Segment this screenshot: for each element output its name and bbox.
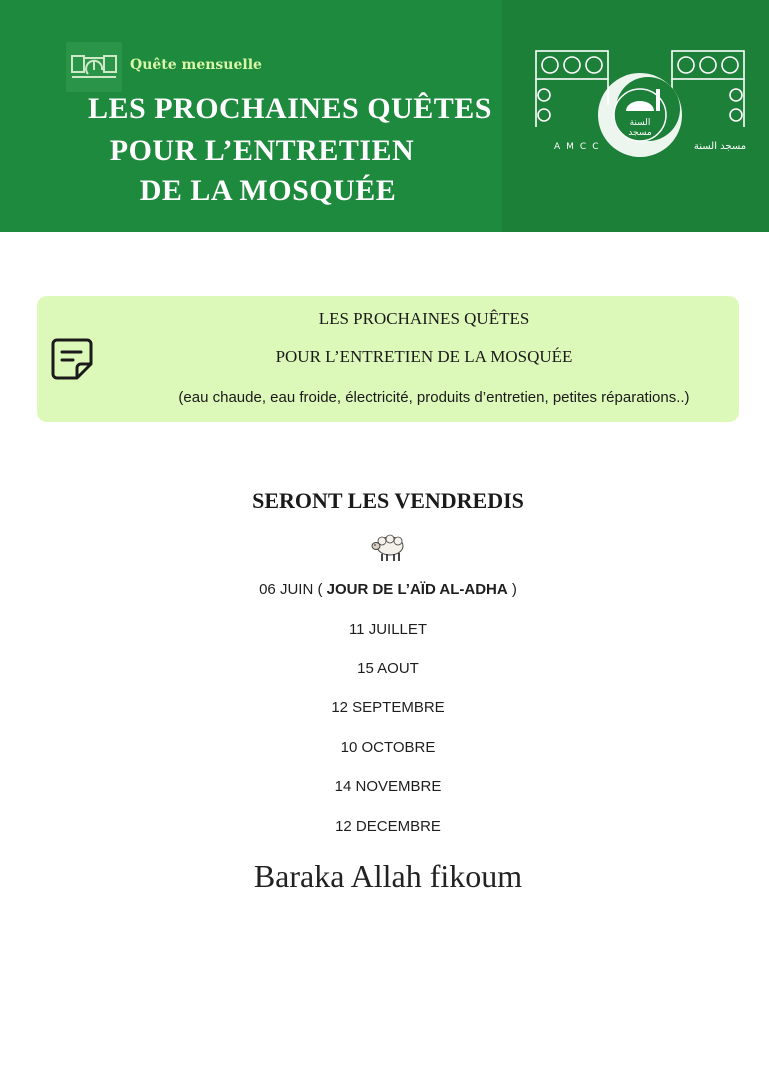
date-prefix: 06 JUIN (	[259, 581, 327, 598]
date-item-3: 15 AOUT	[357, 660, 419, 677]
eid-label: JOUR DE L’AÏD AL-ADHA	[326, 581, 508, 598]
closing-blessing: Baraka Allah fikoum	[253, 858, 523, 894]
info-box	[37, 296, 739, 422]
info-box-line-2: POUR L’ENTRETIEN DE LA MOSQUÉE	[275, 347, 573, 366]
header-title-line-3: DE LA MOSQUÉE	[139, 174, 397, 207]
logo-arabic-center-1: السنة	[629, 118, 651, 128]
masjid-assounna-logo	[530, 45, 750, 165]
info-box-line-1: LES PROCHAINES QUÊTES	[318, 309, 530, 328]
section-heading: SERONT LES VENDREDIS	[252, 488, 524, 513]
header-subtitle: Quête mensuelle	[130, 57, 262, 73]
mosque-small-logo-icon	[66, 42, 122, 92]
logo-arabic-caption: مسجد السنة	[693, 141, 747, 152]
date-item-5: 10 OCTOBRE	[340, 739, 436, 756]
sheep-icon	[370, 532, 406, 564]
header-title-line-2: POUR L’ENTRETIEN	[109, 134, 415, 167]
date-item-7: 12 DECEMBRE	[335, 818, 441, 835]
date-item-6: 14 NOVEMBRE	[334, 778, 442, 795]
date-item-4: 12 SEPTEMBRE	[331, 699, 445, 716]
logo-amcc-text: AMCC	[554, 142, 605, 152]
logo-arabic-center-2: مسجد	[628, 128, 652, 138]
date-item-2: 11 JUILLET	[348, 621, 428, 638]
header-title-line-1: LES PROCHAINES QUÊTES	[88, 92, 492, 125]
info-box-details: (eau chaude, eau froide, électricité, produits d’entretien, petites réparations..)	[178, 389, 690, 406]
date-item-1	[0, 581, 769, 598]
sticky-note-icon	[49, 336, 95, 382]
date-suffix: )	[507, 581, 517, 598]
